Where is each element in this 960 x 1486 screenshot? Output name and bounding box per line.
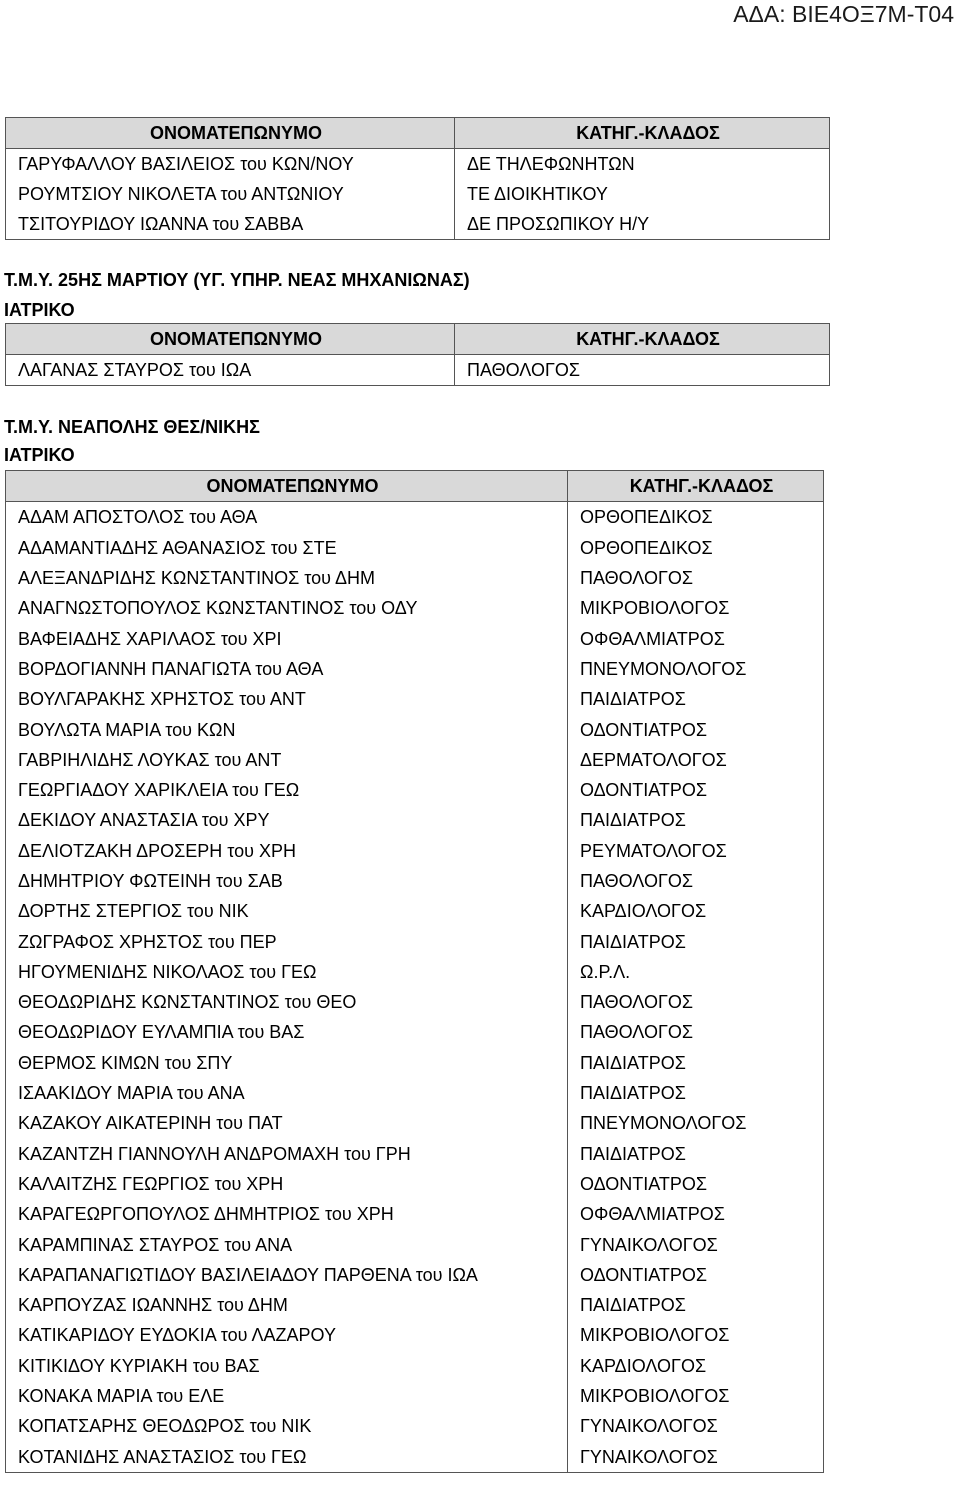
staff-name: ΑΝΑΓΝΩΣΤΟΠΟΥΛΟΣ ΚΩΝΣΤΑΝΤΙΝΟΣ του ΟΔΥ (6, 593, 568, 623)
table-row (6, 1169, 824, 1199)
staff-category: ΠΝΕΥΜΟΝΟΛΟΓΟΣ (568, 654, 824, 684)
staff-category: ΠΑΙΔΙΑΤΡΟΣ (568, 1048, 824, 1078)
column-header-role: ΚΑΤΗΓ.-ΚΛΑΔΟΣ (568, 471, 824, 502)
staff-name: ΚΑΤΙΚΑΡΙΔΟΥ ΕΥΔΟΚΙΑ του ΛΑΖΑΡΟΥ (6, 1320, 568, 1350)
table-row (6, 1199, 824, 1229)
staff-category: ΟΡΘΟΠΕΔΙΚΟΣ (568, 533, 824, 563)
table-row (6, 355, 830, 386)
table-row (6, 896, 824, 926)
staff-category: ΟΔΟΝΤΙΑΤΡΟΣ (568, 775, 824, 805)
staff-name: ΘΕΟΔΩΡΙΔΟΥ ΕΥΛΑΜΠΙΑ του ΒΑΣ (6, 1017, 568, 1047)
staff-category: ΠΑΘΟΛΟΓΟΣ (568, 987, 824, 1017)
table-row (6, 1017, 824, 1047)
table-row (6, 1139, 824, 1169)
column-header-role: ΚΑΤΗΓ.-ΚΛΑΔΟΣ (455, 324, 830, 355)
staff-category: ΚΑΡΔΙΟΛΟΓΟΣ (568, 896, 824, 926)
staff-category: ΠΑΘΟΛΟΓΟΣ (455, 355, 830, 386)
table-row (6, 1260, 824, 1290)
staff-category: ΠΑΙΔΙΑΤΡΟΣ (568, 1290, 824, 1320)
staff-name: ΖΩΓΡΑΦΟΣ ΧΡΗΣΤΟΣ του ΠΕΡ (6, 926, 568, 956)
staff-name: ΔΕΛΙΟΤΖΑΚΗ ΔΡΟΣΕΡΗ του ΧΡΗ (6, 836, 568, 866)
staff-name: ΤΣΙΤΟΥΡΙΔΟΥ ΙΩΑΝΝΑ του ΣΑΒΒΑ (6, 209, 455, 240)
column-header-name: ΟΝΟΜΑΤΕΠΩΝΥΜΟ (6, 324, 455, 355)
staff-category: ΔΕΡΜΑΤΟΛΟΓΟΣ (568, 745, 824, 775)
staff-name: ΙΣΑΑΚΙΔΟΥ ΜΑΡΙΑ του ΑΝΑ (6, 1078, 568, 1108)
staff-table-1 (5, 117, 830, 240)
table-row (6, 209, 830, 240)
staff-name: ΔΗΜΗΤΡΙΟΥ ΦΩΤΕΙΝΗ του ΣΑΒ (6, 866, 568, 896)
staff-category: ΟΦΘΑΛΜΙΑΤΡΟΣ (568, 623, 824, 653)
table-row (6, 179, 830, 209)
table-header-row (6, 118, 830, 149)
staff-category: ΤΕ ΔΙΟΙΚΗΤΙΚΟΥ (455, 179, 830, 209)
staff-category: ΠΑΙΔΙΑΤΡΟΣ (568, 926, 824, 956)
staff-category: ΜΙΚΡΟΒΙΟΛΟΓΟΣ (568, 593, 824, 623)
table-row (6, 1078, 824, 1108)
staff-name: ΒΑΦΕΙΑΔΗΣ ΧΑΡΙΛΑΟΣ του ΧΡΙ (6, 623, 568, 653)
table-row (6, 593, 824, 623)
staff-name: ΚΙΤΙΚΙΔΟΥ ΚΥΡΙΑΚΗ του ΒΑΣ (6, 1351, 568, 1381)
staff-name: ΒΟΡΔΟΓΙΑΝΝΗ ΠΑΝΑΓΙΩΤΑ του ΑΘΑ (6, 654, 568, 684)
staff-name: ΑΔΑΜ ΑΠΟΣΤΟΛΟΣ του ΑΘΑ (6, 502, 568, 533)
column-header-role: ΚΑΤΗΓ.-ΚΛΑΔΟΣ (455, 118, 830, 149)
staff-category: ΠΑΙΔΙΑΤΡΟΣ (568, 684, 824, 714)
staff-category: ΟΔΟΝΤΙΑΤΡΟΣ (568, 714, 824, 744)
staff-name: ΑΔΑΜΑΝΤΙΑΔΗΣ ΑΘΑΝΑΣΙΟΣ του ΣΤΕ (6, 533, 568, 563)
section-title-neapolis: Τ.Μ.Υ. ΝΕΑΠΟΛΗΣ ΘΕΣ/ΝΙΚΗΣ (4, 417, 260, 437)
table-row (6, 1048, 824, 1078)
staff-name: ΒΟΥΛΓΑΡΑΚΗΣ ΧΡΗΣΤΟΣ του ΑΝΤ (6, 684, 568, 714)
section-subtitle-iatriko: ΙΑΤΡΙΚΟ (4, 300, 75, 320)
staff-name: ΔΕΚΙΔΟΥ ΑΝΑΣΤΑΣΙΑ του ΧΡΥ (6, 805, 568, 835)
table-row (6, 654, 824, 684)
staff-category: ΠΝΕΥΜΟΝΟΛΟΓΟΣ (568, 1108, 824, 1138)
table-row (6, 866, 824, 896)
staff-category: ΚΑΡΔΙΟΛΟΓΟΣ (568, 1351, 824, 1381)
table-row (6, 563, 824, 593)
staff-category: ΠΑΘΟΛΟΓΟΣ (568, 866, 824, 896)
staff-category: ΔΕ ΠΡΟΣΩΠΙΚΟΥ Η/Υ (455, 209, 830, 240)
staff-name: ΒΟΥΛΩΤΑ ΜΑΡΙΑ του ΚΩΝ (6, 714, 568, 744)
table-row (6, 533, 824, 563)
staff-category: ΡΕΥΜΑΤΟΛΟΓΟΣ (568, 836, 824, 866)
staff-name: ΚΑΡΑΠΑΝΑΓΙΩΤΙΔΟΥ ΒΑΣΙΛΕΙΑΔΟΥ ΠΑΡΘΕΝΑ του ΙΩΑ (6, 1260, 568, 1290)
staff-category: ΜΙΚΡΟΒΙΟΛΟΓΟΣ (568, 1320, 824, 1350)
staff-table-2 (5, 323, 830, 386)
table-row (6, 684, 824, 714)
table-row (6, 1108, 824, 1138)
table-row (6, 836, 824, 866)
table-row (6, 1290, 824, 1320)
section-title-25is-martiou: Τ.Μ.Υ. 25ΗΣ ΜΑΡΤΙΟΥ (ΥΓ. ΥΠΗΡ. ΝΕΑΣ ΜΗΧΑΝΙΩΝΑΣ) (4, 270, 470, 290)
staff-name: ΚΑΡΑΜΠΙΝΑΣ ΣΤΑΥΡΟΣ του ΑΝΑ (6, 1229, 568, 1259)
staff-category: ΠΑΘΟΛΟΓΟΣ (568, 1017, 824, 1047)
staff-category: ΓΥΝΑΙΚΟΛΟΓΟΣ (568, 1411, 824, 1441)
staff-name: ΡΟΥΜΤΣΙΟΥ ΝΙΚΟΛΕΤΑ του ΑΝΤΩΝΙΟΥ (6, 179, 455, 209)
table-row (6, 745, 824, 775)
table-row (6, 1320, 824, 1350)
table-row (6, 149, 830, 180)
table-row (6, 502, 824, 533)
staff-name: ΚΑΡΠΟΥΖΑΣ ΙΩΑΝΝΗΣ του ΔΗΜ (6, 1290, 568, 1320)
staff-name: ΓΑΡΥΦΑΛΛΟΥ ΒΑΣΙΛΕΙΟΣ του ΚΩΝ/ΝΟΥ (6, 149, 455, 180)
staff-category: ΜΙΚΡΟΒΙΟΛΟΓΟΣ (568, 1381, 824, 1411)
table-row (6, 1351, 824, 1381)
staff-name: ΗΓΟΥΜΕΝΙΔΗΣ ΝΙΚΟΛΑΟΣ του ΓΕΩ (6, 957, 568, 987)
column-header-name: ΟΝΟΜΑΤΕΠΩΝΥΜΟ (6, 471, 568, 502)
section-subtitle-iatriko: ΙΑΤΡΙΚΟ (4, 445, 75, 465)
staff-category: ΟΡΘΟΠΕΔΙΚΟΣ (568, 502, 824, 533)
table-row (6, 1442, 824, 1473)
staff-table-3 (5, 470, 824, 1473)
staff-category: ΔΕ ΤΗΛΕΦΩΝΗΤΩΝ (455, 149, 830, 180)
staff-name: ΚΑΡΑΓΕΩΡΓΟΠΟΥΛΟΣ ΔΗΜΗΤΡΙΟΣ του ΧΡΗ (6, 1199, 568, 1229)
staff-category: ΠΑΙΔΙΑΤΡΟΣ (568, 805, 824, 835)
table-row (6, 805, 824, 835)
staff-category: ΠΑΘΟΛΟΓΟΣ (568, 563, 824, 593)
table-header-row (6, 471, 824, 502)
staff-name: ΚΑΛΑΙΤΖΗΣ ΓΕΩΡΓΙΟΣ του ΧΡΗ (6, 1169, 568, 1199)
table-header-row (6, 324, 830, 355)
staff-name: ΑΛΕΞΑΝΔΡΙΔΗΣ ΚΩΝΣΤΑΝΤΙΝΟΣ του ΔΗΜ (6, 563, 568, 593)
staff-name: ΓΑΒΡΙΗΛΙΔΗΣ ΛΟΥΚΑΣ του ΑΝΤ (6, 745, 568, 775)
staff-name: ΚΑΖΑΝΤΖΗ ΓΙΑΝΝΟΥΛΗ ΑΝΔΡΟΜΑΧΗ του ΓΡΗ (6, 1139, 568, 1169)
staff-category: ΓΥΝΑΙΚΟΛΟΓΟΣ (568, 1229, 824, 1259)
staff-name: ΔΟΡΤΗΣ ΣΤΕΡΓΙΟΣ του ΝΙΚ (6, 896, 568, 926)
table-row (6, 775, 824, 805)
staff-category: ΠΑΙΔΙΑΤΡΟΣ (568, 1139, 824, 1169)
staff-name: ΚΟΝΑΚΑ ΜΑΡΙΑ του ΕΛΕ (6, 1381, 568, 1411)
staff-category: ΠΑΙΔΙΑΤΡΟΣ (568, 1078, 824, 1108)
staff-category: Ω.Ρ.Λ. (568, 957, 824, 987)
staff-category: ΟΔΟΝΤΙΑΤΡΟΣ (568, 1169, 824, 1199)
table-row (6, 957, 824, 987)
staff-name: ΓΕΩΡΓΙΑΔΟΥ ΧΑΡΙΚΛΕΙΑ του ΓΕΩ (6, 775, 568, 805)
table-row (6, 926, 824, 956)
staff-name: ΛΑΓΑΝΑΣ ΣΤΑΥΡΟΣ του ΙΩΑ (6, 355, 455, 386)
staff-name: ΘΕΡΜΟΣ ΚΙΜΩΝ του ΣΠΥ (6, 1048, 568, 1078)
staff-category: ΓΥΝΑΙΚΟΛΟΓΟΣ (568, 1442, 824, 1473)
staff-category: ΟΦΘΑΛΜΙΑΤΡΟΣ (568, 1199, 824, 1229)
table-row (6, 1411, 824, 1441)
column-header-name: ΟΝΟΜΑΤΕΠΩΝΥΜΟ (6, 118, 455, 149)
table-row (6, 1381, 824, 1411)
table-row (6, 987, 824, 1017)
staff-name: ΚΟΤΑΝΙΔΗΣ ΑΝΑΣΤΑΣΙΟΣ του ΓΕΩ (6, 1442, 568, 1473)
staff-category: ΟΔΟΝΤΙΑΤΡΟΣ (568, 1260, 824, 1290)
staff-name: ΚΟΠΑΤΣΑΡΗΣ ΘΕΟΔΩΡΟΣ του ΝΙΚ (6, 1411, 568, 1441)
document-ada-code: ΑΔΑ: ΒΙΕ4ΟΞ7Μ-Τ04 (733, 1, 954, 27)
staff-name: ΘΕΟΔΩΡΙΔΗΣ ΚΩΝΣΤΑΝΤΙΝΟΣ του ΘΕΟ (6, 987, 568, 1017)
staff-name: ΚΑΖΑΚΟΥ ΑΙΚΑΤΕΡΙΝΗ του ΠΑΤ (6, 1108, 568, 1138)
table-row (6, 1229, 824, 1259)
table-row (6, 714, 824, 744)
table-row (6, 623, 824, 653)
